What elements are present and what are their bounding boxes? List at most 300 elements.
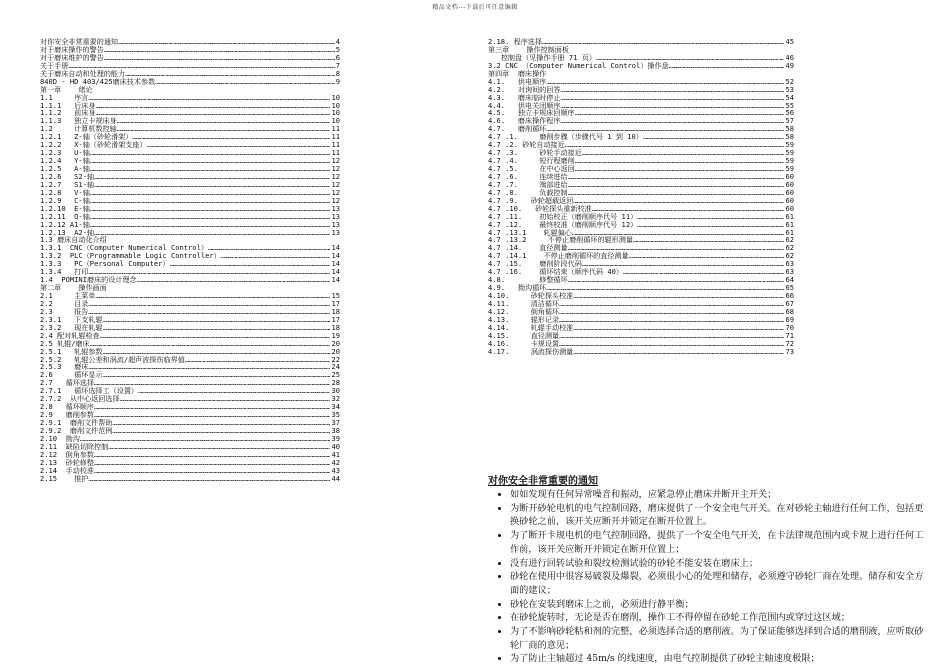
toc-entry[interactable] bbox=[40, 125, 340, 133]
toc-entry-title: 2.11 缺陷切除控制 bbox=[40, 442, 109, 451]
toc-entry-title: 2.9.2 磨削文件范例 bbox=[40, 426, 113, 435]
toc-entry[interactable] bbox=[488, 86, 794, 94]
notice-list bbox=[488, 488, 932, 666]
toc-entry[interactable] bbox=[40, 229, 340, 237]
toc-leader-dots bbox=[90, 165, 331, 173]
toc-entry-title: 2.7.2 从中心返回选择 bbox=[40, 395, 120, 404]
toc-entry[interactable] bbox=[40, 70, 340, 78]
notice-item: • 为了防止主轴超过 45m/s 的线速度，由电气控制提供了砂轮主轴速度极限； bbox=[510, 652, 932, 666]
toc-entry-title: 4.13. 辊形记录 bbox=[488, 315, 560, 324]
toc-page-number: 12 bbox=[331, 188, 340, 197]
toc-leader-dots bbox=[90, 221, 331, 229]
toc-leader-dots bbox=[95, 292, 330, 300]
toc-leader-dots bbox=[90, 149, 331, 157]
toc-entry-title: 第三章 操作控制面板 bbox=[488, 45, 569, 54]
toc-entry[interactable] bbox=[488, 260, 794, 268]
toc-entry[interactable] bbox=[488, 197, 794, 205]
toc-entry-title: 关于手册 bbox=[40, 61, 69, 70]
toc-entry-title: 4.7 .3. 砂轮手动接近 bbox=[488, 149, 582, 158]
toc-entry[interactable] bbox=[40, 205, 340, 213]
toc-entry-title: 2.4 配对轧辊检查 bbox=[40, 331, 100, 340]
toc-page-number bbox=[793, 70, 794, 78]
toc-entry-title: 4.7. 磨削循环 bbox=[488, 125, 547, 134]
toc-entry-title: 4.7 .16. 循环结束（顺序代码 40） bbox=[488, 268, 623, 277]
toc-leader-dots bbox=[137, 276, 331, 284]
toc-entry-title: 第二章 操作画面 bbox=[40, 284, 107, 292]
toc-entry-title: 4.7 .9. 砂轮超载返回 bbox=[488, 196, 574, 205]
toc-entry[interactable] bbox=[488, 244, 794, 252]
toc-page-number: 60 bbox=[785, 196, 794, 205]
notice-item: • 砂轮在安装到磨床上之前，必须进行静平衡； bbox=[510, 598, 932, 612]
toc-leader-dots bbox=[568, 181, 785, 189]
toc-entry-title: 第一章 绪论 bbox=[40, 85, 93, 94]
toc-leader-dots bbox=[68, 62, 334, 70]
toc-entry-title: 1.2.1 Z-轴（砂轮滑架） bbox=[40, 133, 133, 142]
toc-page-number: 20 bbox=[331, 339, 340, 348]
toc-entry-title: 1.2.8 V-轴 bbox=[40, 188, 90, 197]
page-header: 精品文档---下载后可任意编辑 bbox=[432, 4, 518, 11]
toc-leader-dots bbox=[560, 102, 784, 110]
toc-page-number: 8 bbox=[335, 69, 340, 78]
safety-notice bbox=[488, 475, 932, 666]
toc-page-number: 13 bbox=[331, 220, 340, 229]
toc-page-number: 61 bbox=[785, 220, 794, 229]
toc-entry-title: 对于磨床维护的警告 bbox=[40, 53, 104, 62]
toc-entry[interactable] bbox=[40, 324, 340, 332]
toc-entry[interactable] bbox=[488, 149, 794, 157]
toc-entry[interactable] bbox=[40, 252, 340, 260]
toc-entry[interactable] bbox=[488, 102, 794, 110]
toc-page-number: 28 bbox=[331, 379, 340, 388]
toc-entry[interactable] bbox=[40, 221, 340, 229]
toc-page-number: 4 bbox=[335, 38, 340, 46]
toc-entry[interactable] bbox=[40, 109, 340, 117]
toc-leader-dots bbox=[117, 117, 331, 125]
toc-page-number: 32 bbox=[331, 395, 340, 404]
toc-leader-dots bbox=[94, 229, 330, 237]
toc-leader-dots bbox=[575, 165, 785, 173]
toc-entry-title: 4.7 .12. 最终校准（磨削顺序代号 12） bbox=[488, 220, 638, 229]
toc-page-number bbox=[793, 46, 794, 54]
toc-entry[interactable] bbox=[40, 292, 340, 300]
toc-page-number: 59 bbox=[785, 141, 794, 150]
toc-page-number: 60 bbox=[785, 172, 794, 181]
toc-entry[interactable] bbox=[488, 181, 794, 189]
toc-page-number: 35 bbox=[331, 411, 340, 419]
toc-entry-title: 1.2.3 U-轴 bbox=[40, 149, 90, 158]
toc-entry[interactable] bbox=[488, 268, 794, 276]
toc-entry[interactable] bbox=[40, 459, 340, 467]
toc-leader-dots bbox=[118, 38, 335, 46]
toc-entry-title: 关于磨床自动和处理的能力 bbox=[40, 69, 126, 78]
toc-entry-title: 4.15. 直径测量 bbox=[488, 331, 560, 340]
toc-page-number: 46 bbox=[785, 53, 794, 62]
toc-entry[interactable] bbox=[40, 102, 340, 110]
toc-entry-title: 1.1.2 前床身 bbox=[40, 109, 96, 118]
toc-entry-title: 1.4 POMINI磨床的设计理念 bbox=[40, 276, 137, 285]
toc-entry-title: 2.5.1 轧辊参数 bbox=[40, 347, 103, 356]
toc-page-number: 18 bbox=[331, 323, 340, 332]
toc-page-number: 43 bbox=[331, 466, 340, 475]
toc-page-number: 19 bbox=[331, 331, 340, 340]
toc-leader-dots bbox=[94, 451, 330, 459]
toc-entry[interactable] bbox=[488, 125, 794, 133]
toc-entry[interactable] bbox=[40, 94, 340, 102]
toc-entry[interactable] bbox=[40, 197, 340, 205]
toc-entry-title: 1.2.13 A2-轴 bbox=[40, 228, 95, 237]
toc-page-number: 72 bbox=[785, 339, 794, 348]
toc-page-number: 7 bbox=[335, 61, 340, 70]
toc-entry-title: 4.2. 对询间的回答 bbox=[488, 85, 561, 94]
toc-leader-dots bbox=[546, 284, 784, 292]
toc-entry-title: 4.14. 轧辊手动校准 bbox=[488, 323, 574, 332]
toc-leader-dots bbox=[107, 284, 339, 292]
toc-entry-title: 2.15 推护 bbox=[40, 474, 89, 483]
notice-item: • 没有进行回转试验和裂纹检测试验的砂轮不能安装在磨床上； bbox=[510, 557, 932, 571]
toc-entry-title: 1.2.10 E-轴 bbox=[40, 204, 90, 213]
toc-page-number: 10 bbox=[331, 101, 340, 110]
toc-page-number: 42 bbox=[331, 458, 340, 467]
toc-leader-dots bbox=[568, 173, 785, 181]
toc-entry-title: 2.8 循环顺序 bbox=[40, 403, 94, 412]
toc-leader-dots bbox=[559, 316, 784, 324]
toc-page-number: 11 bbox=[331, 149, 340, 158]
toc-entry-title: 4.12. 倒角循环 bbox=[488, 307, 560, 316]
toc-entry[interactable] bbox=[40, 403, 340, 411]
toc-entry[interactable] bbox=[488, 94, 794, 102]
toc-page-number: 10 bbox=[331, 117, 340, 126]
toc-page-number: 13 bbox=[331, 228, 340, 237]
toc-entry[interactable] bbox=[488, 46, 794, 54]
toc-entry[interactable] bbox=[488, 78, 794, 86]
toc-leader-dots bbox=[117, 125, 331, 133]
toc-entry-title: 4.6. 磨床操作程序 bbox=[488, 117, 561, 126]
toc-entry[interactable] bbox=[488, 70, 794, 78]
toc-entry[interactable] bbox=[40, 387, 340, 395]
toc-entry[interactable] bbox=[40, 173, 340, 181]
toc-entry-title: 对你安全非常重要的通知 bbox=[40, 38, 119, 46]
toc-leader-dots bbox=[88, 300, 330, 308]
notice-item: • 为了不影响砂轮粘和剂的完整，必须选择合适的磨削液。为了保证能够选择到合适的磨削液，应听取砂轮厂商的意见； bbox=[510, 625, 932, 652]
toc-entry[interactable] bbox=[488, 229, 794, 237]
toc-entry[interactable] bbox=[40, 451, 340, 459]
toc-page-number: 62 bbox=[785, 236, 794, 245]
toc-page-number: 13 bbox=[331, 212, 340, 221]
toc-entry[interactable] bbox=[40, 165, 340, 173]
toc-leader-dots bbox=[569, 46, 793, 54]
toc-right-column bbox=[488, 38, 794, 356]
toc-leader-dots bbox=[637, 221, 784, 229]
toc-entry[interactable] bbox=[40, 38, 340, 46]
toc-leader-dots bbox=[88, 475, 330, 483]
toc-leader-dots bbox=[568, 244, 785, 252]
toc-entry[interactable] bbox=[40, 363, 340, 371]
toc-page-number: 12 bbox=[331, 180, 340, 189]
toc-entry[interactable] bbox=[40, 133, 340, 141]
toc-entry[interactable] bbox=[488, 205, 794, 213]
toc-entry[interactable] bbox=[40, 86, 340, 94]
toc-page-number: 69 bbox=[785, 315, 794, 324]
toc-entry[interactable] bbox=[488, 141, 794, 149]
toc-page-number: 64 bbox=[785, 276, 794, 285]
toc-entry[interactable] bbox=[488, 54, 794, 62]
toc-page-number: 6 bbox=[335, 53, 340, 62]
toc-leader-dots bbox=[103, 324, 331, 332]
toc-entry[interactable] bbox=[40, 443, 340, 451]
toc-leader-dots bbox=[546, 70, 793, 78]
toc-leader-dots bbox=[90, 189, 331, 197]
toc-entry[interactable] bbox=[488, 340, 794, 348]
toc-entry-title: 1.2.11 Q-轴 bbox=[40, 212, 90, 221]
toc-entry-title: 4.7 .15. 磨削阶段代码 bbox=[488, 260, 582, 269]
toc-leader-dots bbox=[103, 348, 331, 356]
toc-entry-title: 3.2 CNC （Computer Numerical Control）操作盘 bbox=[488, 61, 669, 70]
toc-entry-title: 2.10 拗沟 bbox=[40, 434, 80, 443]
toc-leader-dots bbox=[147, 141, 331, 149]
toc-entry[interactable] bbox=[40, 189, 340, 197]
toc-entry[interactable] bbox=[40, 332, 340, 340]
notice-item: • 如如发现有任何异常噪音和振动，应紧急停止磨床并断开主开关； bbox=[510, 488, 932, 502]
toc-leader-dots bbox=[103, 371, 331, 379]
toc-entry[interactable] bbox=[40, 62, 340, 70]
toc-entry[interactable] bbox=[40, 379, 340, 387]
toc-entry[interactable] bbox=[40, 46, 340, 54]
toc-leader-dots bbox=[94, 467, 330, 475]
toc-entry[interactable] bbox=[40, 157, 340, 165]
toc-entry-title: 4.7 .6. 连续进给 bbox=[488, 172, 568, 181]
toc-entry-title: 控制盘（见操作手册 71 页） bbox=[488, 53, 596, 62]
toc-entry[interactable] bbox=[488, 324, 794, 332]
toc-leader-dots bbox=[559, 308, 784, 316]
toc-page-number: 9 bbox=[335, 77, 340, 86]
toc-page-number: 60 bbox=[785, 188, 794, 197]
toc-entry[interactable] bbox=[40, 340, 340, 348]
toc-entry-title: 4.7 .5. 在中心返回 bbox=[488, 165, 575, 173]
toc-entry[interactable] bbox=[488, 284, 794, 292]
toc-entry-title: 2.3 报告 bbox=[40, 307, 89, 316]
toc-page-number: 5 bbox=[335, 45, 340, 54]
toc-entry-title: 2.9 磨削参数 bbox=[40, 411, 94, 419]
toc-page-number: 17 bbox=[331, 299, 340, 308]
toc-entry[interactable] bbox=[40, 316, 340, 324]
toc-page-number: 14 bbox=[331, 268, 340, 277]
toc-entry[interactable] bbox=[40, 54, 340, 62]
toc-page-number: 12 bbox=[331, 165, 340, 173]
toc-entry[interactable] bbox=[488, 292, 794, 300]
toc-entry[interactable] bbox=[40, 117, 340, 125]
toc-page-number: 71 bbox=[785, 331, 794, 340]
toc-leader-dots bbox=[94, 379, 330, 387]
toc-leader-dots bbox=[573, 324, 784, 332]
toc-page-number: 57 bbox=[785, 117, 794, 126]
toc-entry[interactable] bbox=[40, 181, 340, 189]
toc-entry[interactable] bbox=[40, 78, 340, 86]
toc-page-number: 12 bbox=[331, 172, 340, 181]
toc-page-number: 65 bbox=[785, 284, 794, 292]
toc-page-number bbox=[339, 284, 340, 292]
toc-entry[interactable] bbox=[488, 213, 794, 221]
toc-leader-dots bbox=[93, 86, 339, 94]
toc-leader-dots bbox=[573, 348, 784, 356]
toc-entry-title: 4.4. 供电关闭顺序 bbox=[488, 101, 561, 110]
toc-entry[interactable] bbox=[40, 419, 340, 427]
toc-page-number: 63 bbox=[785, 260, 794, 269]
toc-entry[interactable] bbox=[488, 300, 794, 308]
toc-entry-title: 4.3. 磨床临时停止 bbox=[488, 93, 561, 102]
toc-entry-title: 2.14 手动校准 bbox=[40, 466, 94, 475]
toc-entry[interactable] bbox=[488, 236, 794, 244]
toc-entry-title: 4.7 .7. 端部进给 bbox=[488, 180, 568, 189]
toc-entry-title: 4.5. 独立卡规床回顺序 bbox=[488, 109, 575, 118]
toc-entry-title: 2.13 砂轮修整 bbox=[40, 458, 94, 467]
toc-leader-dots bbox=[94, 411, 330, 419]
toc-page-number: 44 bbox=[331, 474, 340, 483]
toc-leader-dots bbox=[185, 356, 331, 364]
toc-entry-title: 1.2.6 S2-轴 bbox=[40, 172, 95, 181]
toc-entry-title: 2.5.3 磨床 bbox=[40, 363, 89, 372]
toc-entry[interactable] bbox=[488, 332, 794, 340]
toc-leader-dots bbox=[88, 268, 330, 276]
toc-leader-dots bbox=[633, 236, 785, 244]
toc-leader-dots bbox=[94, 403, 330, 411]
toc-page-number: 17 bbox=[331, 315, 340, 324]
toc-page-number: 25 bbox=[331, 371, 340, 380]
toc-leader-dots bbox=[568, 189, 785, 197]
toc-entry[interactable] bbox=[40, 348, 340, 356]
toc-entry-title: 第四章 磨床操作 bbox=[488, 69, 547, 78]
toc-entry[interactable] bbox=[40, 213, 340, 221]
notice-item: • 在砂轮旋转时，无论是否在磨削，操作工不得停留在砂轮工作范围内或穿过这区域； bbox=[510, 611, 932, 625]
toc-entry[interactable] bbox=[40, 395, 340, 403]
toc-entry[interactable] bbox=[488, 252, 794, 260]
toc-entry[interactable] bbox=[488, 316, 794, 324]
toc-entry[interactable] bbox=[488, 189, 794, 197]
toc-entry-title: 4.7 .11. 初始校正（磨削顺序代号 11） bbox=[488, 212, 638, 221]
toc-leader-dots bbox=[592, 205, 785, 213]
toc-page-number: 40 bbox=[331, 442, 340, 451]
toc-page-number: 10 bbox=[331, 109, 340, 118]
toc-entry[interactable] bbox=[488, 62, 794, 70]
toc-entry[interactable] bbox=[40, 308, 340, 316]
toc-leader-dots bbox=[125, 70, 335, 78]
toc-leader-dots bbox=[104, 54, 335, 62]
toc-leader-dots bbox=[208, 244, 331, 252]
toc-entry-title: 2.2 目录 bbox=[40, 299, 89, 308]
toc-leader-dots bbox=[568, 276, 785, 284]
toc-page-number: 54 bbox=[785, 93, 794, 102]
notice-title: 对你安全非常重要的通知 bbox=[488, 476, 598, 487]
toc-entry-title: 4.11. 清洁循环 bbox=[488, 299, 560, 308]
toc-entry-title: 4.16. 卡规设置 bbox=[488, 339, 560, 348]
toc-entry[interactable] bbox=[40, 149, 340, 157]
toc-leader-dots bbox=[112, 419, 330, 427]
toc-leader-dots bbox=[88, 308, 330, 316]
toc-leader-dots bbox=[560, 94, 784, 102]
toc-page-number: 14 bbox=[331, 276, 340, 285]
toc-entry-title: 4.7 .2. 砂轮自动接近 bbox=[488, 141, 565, 150]
toc-entry[interactable] bbox=[488, 157, 794, 165]
toc-entry[interactable] bbox=[488, 165, 794, 173]
toc-page-number: 68 bbox=[785, 307, 794, 316]
toc-entry[interactable] bbox=[40, 356, 340, 364]
toc-leader-dots bbox=[108, 443, 330, 451]
toc-leader-dots bbox=[559, 340, 784, 348]
toc-page-number: 67 bbox=[785, 299, 794, 308]
toc-page-number: 12 bbox=[331, 157, 340, 165]
toc-leader-dots bbox=[90, 213, 331, 221]
toc-entry[interactable] bbox=[488, 109, 794, 117]
toc-page-number: 62 bbox=[785, 252, 794, 261]
toc-entry[interactable] bbox=[40, 244, 340, 252]
toc-page-number: 60 bbox=[785, 204, 794, 213]
toc-entry[interactable] bbox=[40, 427, 340, 435]
toc-page-number: 11 bbox=[331, 133, 340, 142]
toc-page-number: 59 bbox=[785, 157, 794, 165]
toc-entry[interactable] bbox=[488, 308, 794, 316]
toc-page-number: 14 bbox=[331, 260, 340, 269]
toc-entry[interactable] bbox=[40, 268, 340, 276]
toc-entry-title: 840D - HD 403/425磨床技术参数 bbox=[40, 77, 156, 86]
toc-leader-dots bbox=[138, 387, 330, 395]
toc-entry-title: 2.12 倒角参数 bbox=[40, 450, 94, 459]
toc-entry[interactable] bbox=[40, 475, 340, 483]
toc-entry[interactable] bbox=[40, 260, 340, 268]
toc-leader-dots bbox=[90, 157, 331, 165]
toc-entry[interactable] bbox=[488, 221, 794, 229]
toc-entry[interactable] bbox=[40, 411, 340, 419]
toc-page-number: 15 bbox=[331, 292, 340, 300]
toc-leader-dots bbox=[560, 117, 784, 125]
toc-leader-dots bbox=[95, 109, 330, 117]
toc-leader-dots bbox=[90, 205, 331, 213]
toc-leader-dots bbox=[575, 109, 785, 117]
toc-leader-dots bbox=[565, 141, 785, 149]
toc-entry[interactable] bbox=[40, 284, 340, 292]
toc-entry[interactable] bbox=[40, 435, 340, 443]
toc-entry[interactable] bbox=[488, 276, 794, 284]
toc-entry-title: 4.9. 拗沟循环 bbox=[488, 284, 547, 292]
toc-entry[interactable] bbox=[40, 467, 340, 475]
toc-leader-dots bbox=[90, 197, 331, 205]
toc-page-number: 61 bbox=[785, 228, 794, 237]
toc-entry[interactable] bbox=[40, 276, 340, 284]
toc-entry[interactable] bbox=[488, 173, 794, 181]
toc-leader-dots bbox=[112, 427, 330, 435]
toc-entry-title: 2.1 主菜单 bbox=[40, 292, 96, 300]
toc-entry[interactable] bbox=[40, 371, 340, 379]
toc-leader-dots bbox=[573, 197, 784, 205]
toc-entry[interactable] bbox=[488, 117, 794, 125]
toc-leader-dots bbox=[120, 395, 331, 403]
toc-leader-dots bbox=[88, 94, 330, 102]
toc-page-number: 73 bbox=[785, 347, 794, 356]
toc-entry-title: 对于磨床操作的警告 bbox=[40, 45, 104, 54]
toc-page-number: 63 bbox=[785, 268, 794, 277]
toc-entry[interactable] bbox=[488, 348, 794, 356]
toc-page-number bbox=[339, 86, 340, 94]
toc-page-number: 45 bbox=[785, 38, 794, 46]
toc-page-number: 62 bbox=[785, 244, 794, 253]
toc-entry[interactable] bbox=[488, 133, 794, 141]
notice-item: • 为了断开卡规电机的电气控制回路，提供了一个安全电气开关，在卡法律规范围内或卡规上进行任何工作前，该开关应断开并锁定在断开位置上； bbox=[510, 529, 932, 556]
toc-entry[interactable] bbox=[40, 300, 340, 308]
toc-page-number: 49 bbox=[785, 61, 794, 70]
toc-entry[interactable] bbox=[40, 236, 340, 244]
toc-entry[interactable] bbox=[40, 141, 340, 149]
toc-page-number: 59 bbox=[785, 149, 794, 158]
toc-leader-dots bbox=[575, 157, 785, 165]
toc-entry[interactable] bbox=[488, 38, 794, 46]
